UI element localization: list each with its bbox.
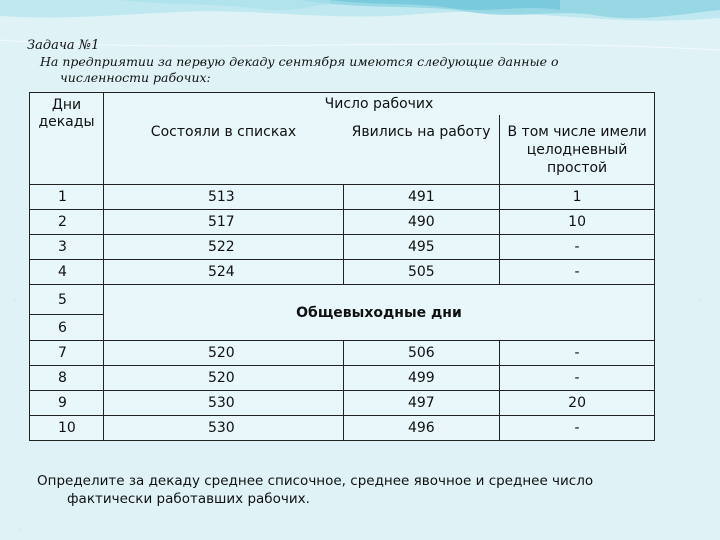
cell-attended: 490 xyxy=(343,210,500,235)
cell-listed: 530 xyxy=(103,416,343,441)
cell-idle: 10 xyxy=(500,210,655,235)
cell-listed: 520 xyxy=(103,341,343,366)
cell-day: 7 xyxy=(30,341,104,366)
cell-idle: - xyxy=(500,341,655,366)
task-title: Задача №1 xyxy=(27,38,100,53)
question-line-2: фактически работавших рабочих. xyxy=(67,491,310,507)
table-header-row-2 xyxy=(30,115,655,185)
intro-line-1: На предприятии за первую декаду сентября имеются следующие данные о xyxy=(40,54,559,69)
table-row xyxy=(30,366,655,391)
header-attended: Явились на работу xyxy=(343,115,500,185)
cell-attended: 506 xyxy=(343,341,500,366)
table-header-row-1 xyxy=(30,93,655,115)
cell-idle: 1 xyxy=(500,185,655,210)
cell-listed: 520 xyxy=(103,366,343,391)
cell-idle: - xyxy=(500,235,655,260)
cell-idle: - xyxy=(500,366,655,391)
cell-attended: 491 xyxy=(343,185,500,210)
cell-listed: 522 xyxy=(103,235,343,260)
cell-idle: - xyxy=(500,416,655,441)
cell-day: 3 xyxy=(30,235,104,260)
table-row xyxy=(30,416,655,441)
header-days-line-1: Дни xyxy=(51,97,82,113)
cell-day: 6 xyxy=(30,315,104,341)
table-row xyxy=(30,285,655,315)
table-row xyxy=(30,210,655,235)
cell-day: 9 xyxy=(30,391,104,416)
weekend-label: Общевыходные дни xyxy=(103,285,654,341)
table-row xyxy=(30,235,655,260)
cell-listed: 530 xyxy=(103,391,343,416)
cell-day: 1 xyxy=(30,185,104,210)
cell-idle: - xyxy=(500,260,655,285)
cell-day: 8 xyxy=(30,366,104,391)
table-row xyxy=(30,185,655,210)
header-workers: Число рабочих xyxy=(103,93,654,115)
table-row xyxy=(30,391,655,416)
question-text xyxy=(37,472,697,508)
intro-line-2: численности рабочих: xyxy=(60,70,211,85)
cell-day: 4 xyxy=(30,260,104,285)
intro-text xyxy=(40,54,640,86)
header-idle xyxy=(500,115,655,185)
cell-listed: 517 xyxy=(103,210,343,235)
cell-listed: 513 xyxy=(103,185,343,210)
header-listed: Состояли в списках xyxy=(103,115,343,185)
cell-attended: 505 xyxy=(343,260,500,285)
cell-attended: 496 xyxy=(343,416,500,441)
cell-attended: 499 xyxy=(343,366,500,391)
cell-listed: 524 xyxy=(103,260,343,285)
table-row xyxy=(30,260,655,285)
cell-day: 2 xyxy=(30,210,104,235)
header-idle-line-3: простой xyxy=(547,159,608,176)
cell-idle: 20 xyxy=(500,391,655,416)
question-line-1: Определите за декаду среднее списочное, среднее явочное и среднее число xyxy=(37,473,594,489)
cell-day: 5 xyxy=(30,285,104,315)
header-idle-line-1: В том числе имели xyxy=(507,123,647,140)
table-row xyxy=(30,341,655,366)
header-days xyxy=(30,93,104,185)
cell-day: 10 xyxy=(30,416,104,441)
header-idle-line-2: целодневный xyxy=(526,141,628,158)
cell-attended: 495 xyxy=(343,235,500,260)
header-days-line-2: декады xyxy=(38,114,95,130)
cell-attended: 497 xyxy=(343,391,500,416)
workers-table xyxy=(29,92,655,441)
